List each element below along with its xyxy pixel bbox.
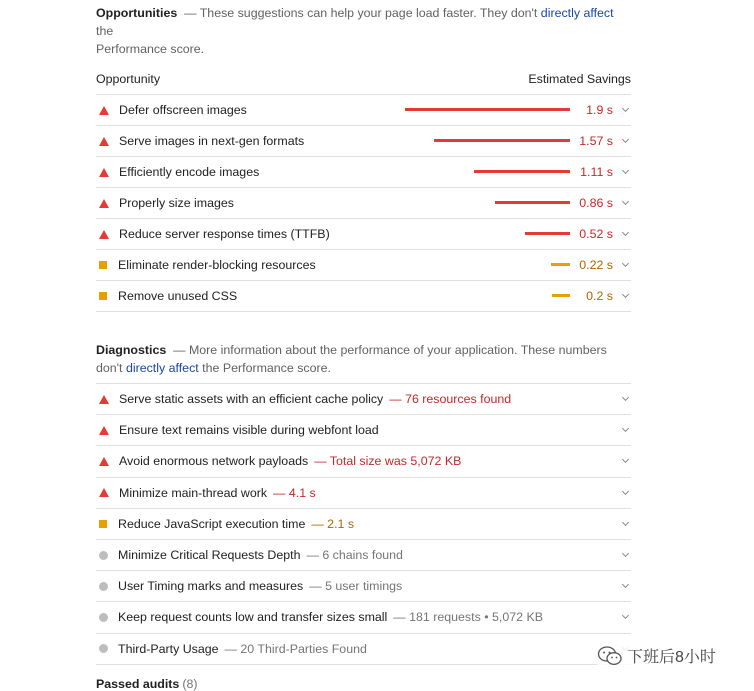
report-container — [96, 0, 631, 665]
savings-value: 0.86 s — [579, 196, 613, 210]
info-circle-icon — [99, 613, 108, 622]
average-square-icon — [99, 292, 107, 300]
diagnostic-detail: — 2.1 s — [311, 516, 355, 531]
chevron-down-icon[interactable] — [622, 229, 629, 236]
savings-value: 1.9 s — [586, 103, 613, 117]
passed-audits-title: Passed audits — [96, 677, 180, 691]
directly-affect-link[interactable]: directly affect — [540, 6, 614, 20]
diagnostic-label: Third-Party Usage — [118, 641, 219, 656]
chevron-down-icon[interactable] — [622, 260, 629, 267]
opportunities-column-header — [96, 64, 631, 95]
fail-triangle-icon — [99, 106, 109, 115]
savings-value: 0.2 s — [586, 289, 613, 303]
directly-affect-link[interactable]: directly affect — [125, 361, 199, 375]
fail-triangle-icon — [99, 230, 109, 239]
opportunity-label: Properly size images — [119, 196, 235, 210]
diagnostics-header: Diagnostics — More information about the performance of your application. These numbers don't directly affect the Performance score. — [96, 343, 607, 375]
chevron-down-icon[interactable] — [622, 167, 629, 174]
opportunities-title: Opportunities — [96, 6, 178, 20]
diagnostic-label: Reduce JavaScript execution time — [118, 516, 306, 531]
column-opportunity: Opportunity — [96, 72, 161, 86]
opportunity-row[interactable] — [96, 281, 631, 312]
diagnostic-detail: — 76 resources found — [389, 392, 512, 407]
diagnostic-label: Serve static assets with an efficient cache policy — [119, 392, 384, 407]
opportunity-label: Remove unused CSS — [118, 289, 238, 303]
diagnostic-row[interactable] — [96, 446, 631, 477]
chevron-down-icon[interactable] — [622, 488, 629, 495]
diagnostic-row[interactable] — [96, 540, 631, 571]
diagnostics-title: Diagnostics — [96, 343, 167, 357]
diagnostic-label: User Timing marks and measures — [118, 579, 304, 594]
chevron-down-icon[interactable] — [622, 581, 629, 588]
chevron-down-icon[interactable] — [622, 550, 629, 557]
fail-triangle-icon — [99, 199, 109, 208]
passed-audits-header[interactable] — [96, 677, 198, 691]
savings-bar — [495, 201, 570, 204]
chevron-down-icon[interactable] — [622, 105, 629, 112]
info-circle-icon — [99, 644, 108, 653]
savings-value: 1.57 s — [579, 134, 613, 148]
diagnostic-label: Minimize main-thread work — [119, 485, 268, 500]
diagnostic-detail: — Total size was 5,072 KB — [314, 454, 462, 469]
chevron-down-icon[interactable] — [622, 291, 629, 298]
opportunity-label: Eliminate render-blocking resources — [118, 258, 316, 272]
savings-bar — [405, 108, 570, 111]
chevron-down-icon[interactable] — [622, 394, 629, 401]
diagnostic-row[interactable] — [96, 384, 631, 415]
chevron-down-icon[interactable] — [622, 425, 629, 432]
info-circle-icon — [99, 582, 108, 591]
fail-triangle-icon — [99, 395, 109, 404]
opportunity-label: Efficiently encode images — [119, 165, 260, 179]
opportunity-label: Serve images in next-gen formats — [119, 134, 305, 148]
opportunities-description: — These suggestions can help your page load faster. They don't — [184, 6, 538, 20]
wechat-icon — [597, 645, 623, 667]
opportunity-label: Defer offscreen images — [119, 103, 247, 117]
diagnostic-detail: — 181 requests • 5,072 KB — [393, 610, 543, 625]
fail-triangle-icon — [99, 457, 109, 466]
diagnostics-list — [96, 383, 631, 665]
diagnostic-label: Minimize Critical Requests Depth — [118, 548, 301, 563]
opportunity-row[interactable] — [96, 188, 631, 219]
watermark — [597, 644, 716, 667]
diagnostic-row[interactable] — [96, 478, 631, 509]
savings-value: 0.22 s — [579, 258, 613, 272]
chevron-down-icon[interactable] — [622, 519, 629, 526]
diagnostic-row[interactable] — [96, 602, 631, 633]
chevron-down-icon[interactable] — [622, 612, 629, 619]
diagnostic-detail: — 4.1 s — [273, 485, 316, 500]
chevron-down-icon[interactable] — [622, 456, 629, 463]
opportunity-row[interactable] — [96, 157, 631, 188]
diagnostic-label: Ensure text remains visible during webfont load — [119, 423, 379, 438]
chevron-down-icon[interactable] — [622, 136, 629, 143]
opportunities-list — [96, 95, 631, 312]
opportunity-row[interactable] — [96, 95, 631, 126]
info-circle-icon — [99, 551, 108, 560]
fail-triangle-icon — [99, 137, 109, 146]
fail-triangle-icon — [99, 488, 109, 497]
fail-triangle-icon — [99, 426, 109, 435]
savings-bar — [434, 139, 570, 142]
opportunity-row[interactable] — [96, 250, 631, 281]
passed-audits-count: (8) — [182, 677, 198, 691]
diagnostic-label: Keep request counts low and transfer sizes small — [118, 610, 388, 625]
savings-value: 1.11 s — [580, 165, 613, 179]
savings-bar — [552, 294, 570, 297]
diagnostics-description: — More information about the performance of your application. These numbers — [173, 343, 607, 357]
column-estimated-savings: Estimated Savings — [528, 72, 631, 86]
diagnostic-row[interactable] — [96, 509, 631, 540]
opportunities-header: Opportunities — These suggestions can help your page load faster. They don't directly affect the Performance score. — [96, 6, 614, 56]
average-square-icon — [99, 520, 107, 528]
opportunity-row[interactable] — [96, 126, 631, 157]
diagnostic-label: Avoid enormous network payloads — [119, 454, 309, 469]
diagnostic-detail: — 6 chains found — [306, 548, 403, 563]
opportunity-row[interactable] — [96, 219, 631, 250]
fail-triangle-icon — [99, 168, 109, 177]
average-square-icon — [99, 261, 107, 269]
diagnostic-detail: — 5 user timings — [309, 579, 403, 594]
savings-bar — [474, 170, 570, 173]
diagnostic-row[interactable] — [96, 634, 631, 665]
savings-bar — [551, 263, 570, 266]
diagnostic-row[interactable] — [96, 571, 631, 602]
diagnostic-detail: — 20 Third-Parties Found — [224, 641, 367, 656]
watermark-text: 下班后8小时 — [627, 649, 716, 666]
savings-bar — [525, 232, 570, 235]
diagnostic-row[interactable] — [96, 415, 631, 446]
opportunity-label: Reduce server response times (TTFB) — [119, 227, 330, 241]
savings-value: 0.52 s — [579, 227, 613, 241]
chevron-down-icon[interactable] — [622, 198, 629, 205]
